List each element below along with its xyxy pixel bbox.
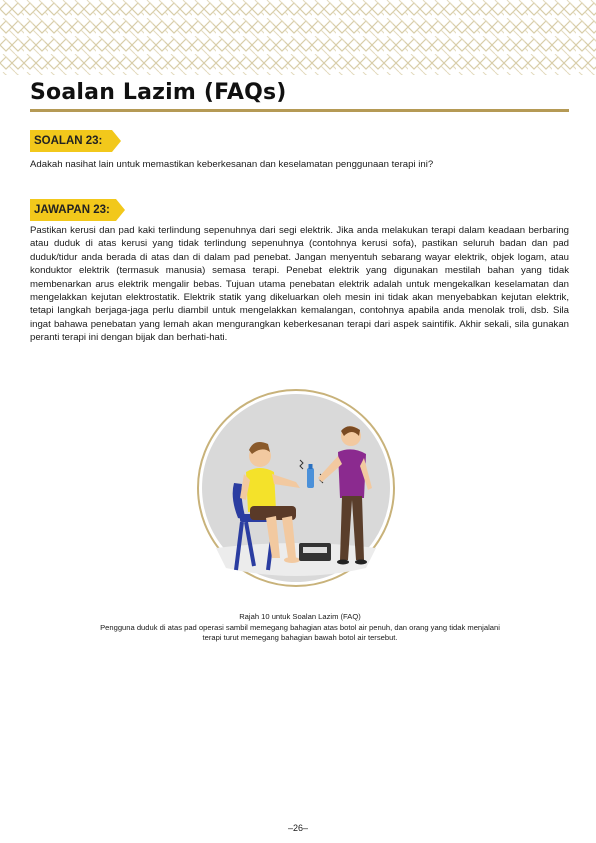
tag-arrow-icon bbox=[116, 199, 125, 221]
answer-label: JAWAPAN 23: bbox=[34, 204, 110, 216]
page-title: Soalan Lazim (FAQs) bbox=[30, 80, 287, 105]
figure-caption-body: Pengguna duduk di atas pad operasi sambil memegang bahagian atas botol air penuh, dan orang yang tidak menjalani terapi turut memegang bahagian bawah botol air tersebut. bbox=[100, 622, 500, 642]
tag-arrow-icon bbox=[112, 130, 121, 152]
figure-caption-title: Rajah 10 untuk Soalan Lazim (FAQ) bbox=[239, 612, 361, 621]
question-label: SOALAN 23: bbox=[34, 135, 103, 147]
therapy-illustration bbox=[196, 388, 396, 588]
answer-text: Pastikan kerusi dan pad kaki terlindung sepenuhnya dari segi elektrik. Jika anda melakukan terapi dalam keadaan berbaring atau duduk di atas kerusi yang tidak terlindung sepenuhnya (contohnya kerusi sofa), pastikan seluruh badan dan pad duduk/tidur anda berada di atas dan di dalam pad penebat. Jangan menyentuh sebarang wayar elektrik, objek logam, atau konduktor elektrik (termasuk manusia) semasa terapi. Penebat elektrik yang digunakan mestilah bahan yang tidak membenarkan arus elektrik mengalir bebas. Tujuan utama penebatan elektrik adalah untuk mengekalkan keselamatan dan mengelakkan kejutan elektrostatik. Elektrik statik yang dikeluarkan oleh mesin ini tidak akan menyebabkan kejutan elektrik, tetapi langkah berjaga-jaga perlu diambil untuk mengelakkan kemalangan, contohnya apabila anda menolak troli, dsb. Sila ingat bahawa penebatan yang lemah akan mengurangkan keberkesanan terapi dari aspek saintifik. Akhir sekali, sila gunakan peranti terapi ini dengan bijak dan berhati-hati. bbox=[30, 225, 569, 344]
answer-label-tag bbox=[30, 199, 116, 221]
decorative-pattern-banner bbox=[0, 0, 596, 75]
page-number: –26– bbox=[287, 823, 309, 833]
question-text: Adakah nasihat lain untuk memastikan keberkesanan dan keselamatan penggunaan terapi ini? bbox=[30, 159, 434, 170]
figure-caption bbox=[100, 612, 500, 644]
question-label-tag bbox=[30, 130, 112, 152]
title-underline bbox=[30, 109, 569, 112]
